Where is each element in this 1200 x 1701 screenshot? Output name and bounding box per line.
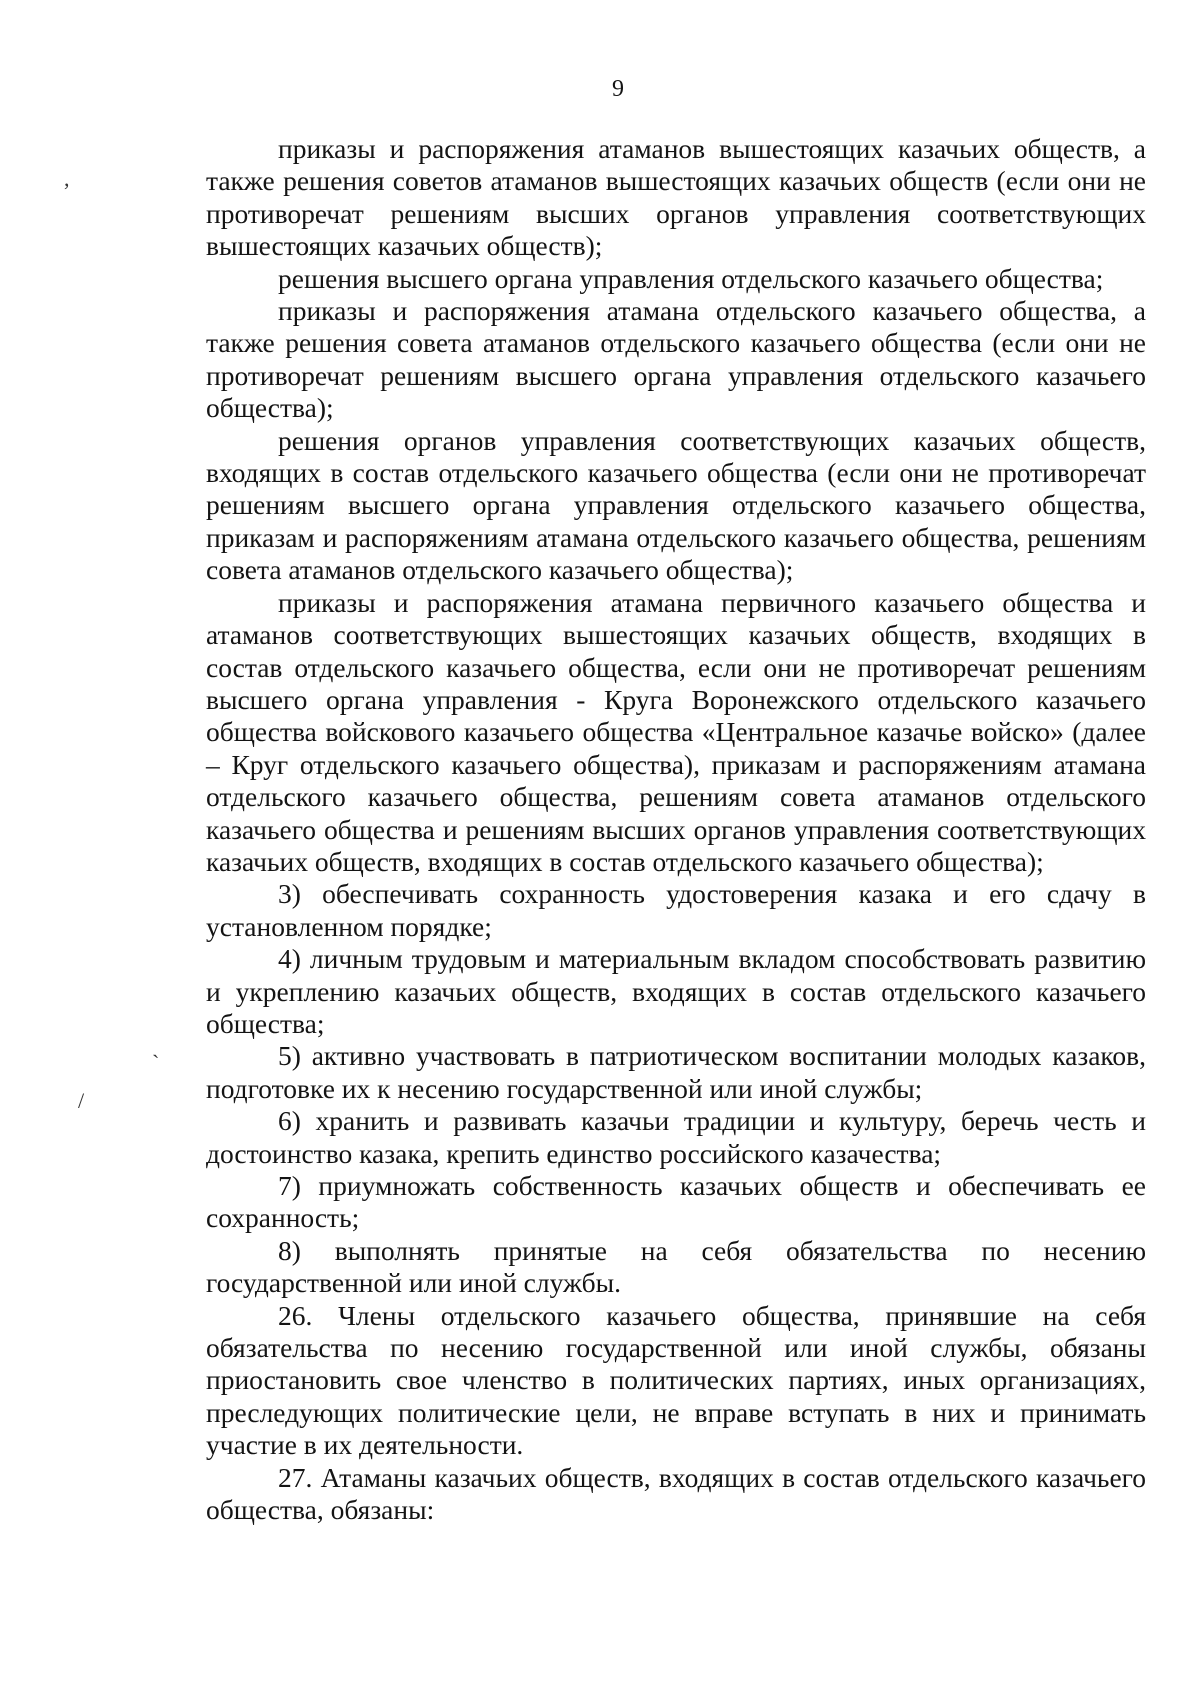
paragraph: приказы и распоряжения атаманов вышестоящих казачьих обществ, а также решения советов атаманов вышестоящих казачьих обществ (если они не противоречат решениям высших органов управления соответствующих вышестоящих казачьих обществ); — [206, 133, 1146, 262]
paragraph: решения высшего органа управления отдельского казачьего общества; — [278, 262, 1104, 294]
document-body — [206, 133, 1146, 1526]
scan-speck: / — [78, 1088, 85, 1113]
paragraph: 27. Атаманы казачьих обществ, входящих в состав отдельского казачьего общества, обязаны: — [206, 1461, 1146, 1526]
paragraph: 26. Члены отдельского казачьего общества, принявшие на себя обязательства по несению государственной или иной службы, обязаны приостановить свое членство в политических партиях, иных организациях, преследующих политические цели, не вправе вступать в них и принимать участие в их деятельности. — [206, 1299, 1146, 1461]
paragraph: 8) выполнять принятые на себя обязательства по несению государственной или иной службы. — [206, 1234, 1146, 1299]
paragraph: приказы и распоряжения атамана отдельского казачьего общества, а также решения совета атаманов отдельского казачьего общества (если они не противоречат решениям высшего органа управления отдельского казачьего общества); — [206, 295, 1146, 424]
paragraph: 5) активно участвовать в патриотическом воспитании молодых казаков, подготовке их к несению государственной или иной службы; — [206, 1040, 1146, 1104]
paragraph: 6) хранить и развивать казачьи традиции и культуру, беречь честь и достоинство казака, крепить единство российского казачества; — [206, 1105, 1146, 1169]
paragraph: решения органов управления соответствующих казачьих обществ, входящих в состав отдельского казачьего общества (если они не противоречат решениям высшего органа управления отдельского казачьего общества, приказам и распоряжениям атамана отдельского казачьего общества, решениям совета атаманов отдельского казачьего общества); — [206, 424, 1146, 586]
scan-speck: , — [64, 166, 70, 191]
paragraph: 7) приумножать собственность казачьих обществ и обеспечивать ее сохранность; — [206, 1170, 1146, 1234]
paragraph: 3) обеспечивать сохранность удостоверения казака и его сдачу в установленном порядке; — [206, 878, 1146, 942]
scan-speck: ` — [152, 1050, 160, 1075]
page-number: 9 — [612, 76, 624, 102]
paragraph: 4) личным трудовым и материальным вкладом способствовать развитию и укреплению казачьих обществ, входящих в состав отдельского казачьего общества; — [206, 943, 1146, 1039]
paragraph: приказы и распоряжения атамана первичного казачьего общества и атаманов соответствующих вышестоящих казачьих обществ, входящих в состав отдельского казачьего общества, если они не противоречат решениям высшего органа управления - Круга Воронежского отдельского казачьего общества войскового казачьего общества «Центральное казачье войско» (далее – Круг отдельского казачьего общества), приказам и распоряжениям атамана отдельского казачьего общества, решениям совета атаманов отдельского казачьего общества и решениям высших органов управления соответствующих казачьих обществ, входящих в состав отдельского казачьего общества); — [206, 586, 1146, 877]
